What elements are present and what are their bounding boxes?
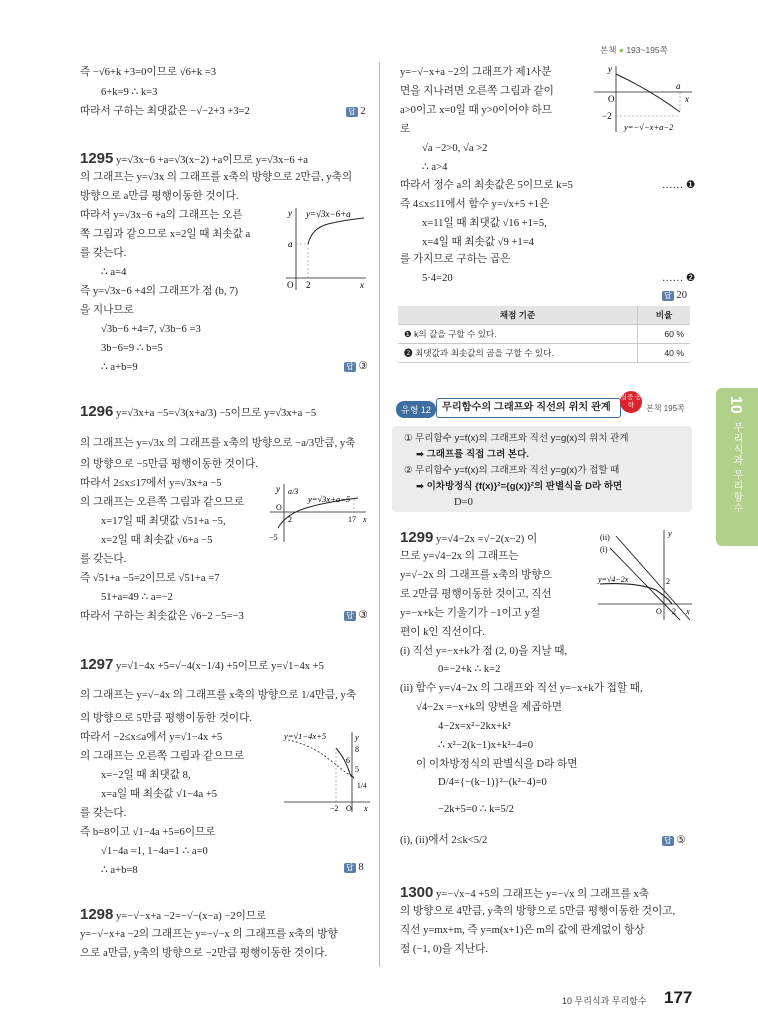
graph-1298-x-label: x — [685, 94, 689, 104]
type-title: 무리함수의 그래프와 직선의 위치 관계 — [436, 398, 621, 418]
problem-1299-line-5: y=−x+k는 기울기가 −1이고 y절 — [400, 608, 541, 619]
problem-1295-line-1: 1295 y=√3x−6 +a=√3(x−2) +a이므로 y=√3x−6 +a — [80, 150, 308, 167]
graph-1296 — [266, 484, 370, 544]
problem-1296-line-4: 따라서 2≤x≤17에서 y=√3x+a −5 — [80, 478, 222, 489]
problem-1299-line-11: 4−2x=x²−2kx+k² — [438, 721, 511, 732]
problem-1299-line-14: D/4={−(k−1)}²−(k²−4)=0 — [438, 777, 547, 788]
graph-1296-origin: O — [276, 503, 282, 512]
graph-1299-origin: O — [656, 607, 662, 616]
problem-1296-line-3: 의 방향으로 −5만큼 평행이동한 것이다. — [80, 459, 259, 470]
scoring-table-header — [398, 306, 690, 325]
problem-1297-line-11: ∴ a+b=8 — [101, 865, 138, 876]
graph-1295-x-label: x — [360, 280, 364, 290]
graph-1297-y-label: y — [355, 732, 359, 742]
problem-1295-line-6: 를 갖는다. — [80, 248, 127, 259]
problem-1295-line-10: √3b−6 +4=7, √3b−6 =3 — [101, 324, 201, 335]
problem-1295-line-9: 을 지나므로 — [80, 305, 134, 316]
problem-1297-line-8: 를 갖는다. — [80, 808, 127, 819]
cont-line-11: 를 가지므로 구하는 곱은 — [400, 254, 511, 265]
problem-1299-line-13: 이 이차방정식의 판별식을 D라 하면 — [416, 759, 578, 770]
problem-1297-line-1: 1297 y=√1−4x +5=√−4(x−1/4) +5이므로 y=√1−4x +5 — [80, 656, 324, 673]
graph-1295-y-label: y — [288, 208, 292, 218]
graph-1296-seventeen: 17 — [348, 515, 356, 524]
cont-answer: 답 20 — [664, 290, 687, 301]
problem-1296-answer: 답 ③ — [346, 610, 368, 621]
graph-1297 — [280, 730, 372, 814]
graph-1299-y-label: y — [668, 528, 672, 538]
graph-1299 — [596, 528, 694, 622]
problem-1296-line-1: 1296 y=√3x+a −5=√3(x+a/3) −5이므로 y=√3x+a −5 — [80, 403, 317, 420]
scoring-header-criteria: 채점 기준 — [398, 306, 638, 325]
problem-1299-line-2: 므로 y=√4−2x 의 그래프는 — [400, 551, 519, 562]
graph-1298 — [590, 62, 694, 134]
problem-1297-line-7: x=a일 때 최솟값 √1−4a +5 — [101, 789, 218, 800]
problem-1299-line-10: √4−2x =−x+k의 양변을 제곱하면 — [416, 702, 563, 713]
header-ref: 본책 — [600, 45, 617, 55]
graph-1297-quarter: 1/4 — [357, 781, 367, 790]
graph-1295-a-label: a — [288, 239, 293, 249]
problem-1296-line-9: 즉 √51+a −5=2이므로 √51+a =7 — [80, 573, 220, 584]
problem-1296-line-6: x=17일 때 최댓값 √51+a −5, — [101, 516, 226, 527]
scoring-ratio-2: 40 % — [638, 344, 691, 363]
graph-1295-curve-label: y=√3x−6+a — [306, 209, 351, 219]
graph-1299-i: (i) — [600, 545, 608, 554]
scoring-criteria-1: ❶ k의 값을 구할 수 있다. — [398, 325, 638, 344]
graph-1297-origin: O — [346, 804, 352, 813]
graph-1296-curve-label: y=√3x+a−5 — [308, 494, 351, 504]
problem-1297-line-5: 의 그래프는 오른쪽 그림과 같으므로 — [80, 751, 245, 762]
graph-1298-minus2: −2 — [602, 111, 612, 121]
type-bullet-2: ② 무리함수 y=f(x)의 그래프와 직선 y=g(x)가 접할 때 — [404, 465, 620, 476]
cont-line-2: 면을 지나려면 오른쪽 그림과 같이 — [400, 86, 554, 97]
cont-line-8: 즉 4≤x≤11에서 함수 y=√x+5 +1은 — [400, 199, 550, 210]
graph-1298-curve-label: y=−√−x+a−2 — [624, 122, 674, 132]
problem-1296-line-5: 의 그래프는 오른쪽 그림과 같으므로 — [80, 497, 245, 508]
intro-line-2: 6+k=9 ∴ k=3 — [101, 87, 158, 98]
problem-1296-line-7: x=2일 때 최솟값 √6+a −5 — [101, 535, 213, 546]
type-bullet-2b: D=0 — [454, 497, 473, 508]
cont-line-9: x=11일 때 최댓값 √16 +1=5, — [422, 218, 547, 229]
header-pages: 193~195쪽 — [626, 45, 668, 55]
problem-1299-line-6: 편이 k인 직선이다. — [400, 627, 485, 638]
problem-1300-line-1: 1300 y=−√x−4 +5의 그래프는 y=−√x 의 그래프를 x축 — [400, 884, 650, 901]
problem-1299-answer: 답 ⑤ — [664, 835, 686, 846]
problem-1295-line-11: 3b−6=9 ∴ b=5 — [101, 343, 163, 354]
scoring-criteria-2: ❷ 최댓값과 최솟값의 곱을 구할 수 있다. — [398, 344, 638, 363]
problem-1295-line-12: ∴ a+b=9 — [101, 362, 138, 373]
graph-1298-a-label: a — [676, 81, 681, 91]
column-divider — [379, 62, 380, 967]
footer-chapter: 10 무리식과 무리함수 — [562, 996, 647, 1006]
problem-number-1296: 1296 — [80, 403, 114, 420]
cont-line-4: 로 — [400, 124, 411, 135]
cont-line-12: 5·4=20 — [422, 273, 453, 284]
graph-1299-curve-label: y=√4−2x — [598, 575, 629, 584]
problem-1297-line-10: √1−4a =1, 1−4a=1 ∴ a=0 — [101, 846, 208, 857]
problem-1295-answer: 답 ③ — [346, 361, 368, 372]
cont-line-7: 따라서 정수 a의 최솟값은 5이므로 k=5 — [400, 180, 573, 191]
problem-1299-line-15: −2k+5=0 ∴ k=5/2 — [438, 804, 514, 815]
graph-1295 — [278, 204, 370, 294]
problem-1298-line-1: 1298 y=−√−x+a −2=−√−(x−a) −2이므로 — [80, 906, 267, 923]
type-bullet-2a: ➡ 이차방정식 {f(x)}²={g(x)}²의 판별식을 D라 하면 — [416, 481, 623, 492]
problem-1297-answer: 답 8 — [346, 862, 364, 873]
problem-number-1297: 1297 — [80, 656, 114, 673]
problem-number-1295: 1295 — [80, 150, 114, 167]
intro-answer: 답 2 — [348, 106, 366, 117]
cont-line-10: x=4일 때 최솟값 √9 +1=4 — [422, 237, 534, 248]
problem-1297-line-3: 의 방향으로 5만큼 평행이동한 것이다. — [80, 713, 253, 724]
problem-1297-line-9: 즉 b=8이고 √1−4a +5=6이므로 — [80, 827, 216, 838]
type-bullet-1a: ➡ 그래프를 직접 그려 본다. — [416, 449, 529, 460]
problem-1300-line-4: 점 (−1, 0)을 지난다. — [400, 944, 489, 955]
cont-marker-2: …… ❷ — [662, 273, 696, 284]
graph-1298-y-label: y — [608, 64, 612, 74]
graph-1297-six: 6 — [346, 756, 350, 765]
type-tag: 유형 12 — [396, 401, 436, 418]
graph-1297-x-label: x — [364, 803, 368, 813]
chapter-tab-title: 무리식과 무리함수 — [731, 422, 742, 514]
problem-1300-line-2: 의 방향으로 4만큼, y축의 방향으로 5만큼 평행이동한 것이고, — [400, 906, 676, 917]
problem-1300-line-3: 직선 y=mx+m, 즉 y=m(x+1)은 m의 값에 관계없이 항상 — [400, 925, 645, 936]
problem-1295-line-7: ∴ a=4 — [101, 267, 127, 278]
problem-number-1300: 1300 — [400, 884, 434, 901]
cont-line-1: y=−√−x+a −2의 그래프가 제1사분 — [400, 67, 552, 78]
focus-badge: 집중 공략 — [620, 391, 642, 413]
problem-1297-line-6: x=−2일 때 최댓값 8, — [101, 770, 191, 781]
problem-1295-line-5: 쪽 그림과 같으므로 x=2일 때 최솟값 a — [80, 229, 251, 240]
graph-1296-minus5: −5 — [269, 533, 278, 542]
problem-1298-line-2: y=−√−x+a −2의 그래프는 y=−√−x 의 그래프를 x축의 방향 — [80, 929, 338, 940]
problem-1299-line-1: 1299 y=√4−2x =√−2(x−2) 이 — [400, 529, 538, 546]
problem-1299-line-4: 로 2만큼 평행이동한 것이고, 직선 — [400, 589, 552, 600]
graph-1297-five: 5 — [355, 765, 359, 774]
problem-1296-line-2: 의 그래프는 y=√3x 의 그래프를 x축의 방향으로 −a/3만큼, y축 — [80, 438, 356, 449]
graph-1297-curve-label: y=√1−4x+5 — [284, 731, 327, 741]
problem-1299-line-7: (i) 직선 y=−x+k가 점 (2, 0)을 지날 때, — [400, 646, 568, 657]
problem-number-1298: 1298 — [80, 906, 114, 923]
problem-1299-line-9: (ii) 함수 y=√4−2x 의 그래프와 직선 y=−x+k가 접할 때, — [400, 683, 643, 694]
graph-1295-origin: O — [287, 280, 294, 290]
problem-1299-line-3: y=√−2x 의 그래프를 x축의 방향으 — [400, 570, 552, 581]
problem-1298-line-3: 으로 a만큼, y축의 방향으로 −2만큼 평행이동한 것이다. — [80, 948, 328, 959]
cont-line-6: ∴ a>4 — [422, 162, 448, 173]
scoring-ratio-1: 60 % — [638, 325, 691, 344]
problem-1297-line-4: 따라서 −2≤x≤a에서 y=√1−4x +5 — [80, 732, 223, 743]
intro-line-1: 즉 −√6+k +3=0이므로 √6+k =3 — [80, 67, 217, 78]
problem-1299-line-16: (i), (ii)에서 2≤k<5/2 — [400, 835, 488, 846]
page-header: 본책 ● 193~195쪽 — [600, 45, 668, 55]
page-number: 177 — [664, 988, 693, 1007]
graph-1295-two: 2 — [306, 280, 311, 290]
graph-1298-origin: O — [608, 94, 615, 104]
graph-1296-a3: a/3 — [288, 487, 299, 496]
problem-1295-line-4: 따라서 y=√3x−6 +a의 그래프는 오른 — [80, 210, 243, 221]
problem-1297-line-2: 의 그래프는 y=√−4x 의 그래프를 x축의 방향으로 1/4만큼, y축 — [80, 690, 357, 701]
cont-line-3: a>0이고 x=0일 때 y>0이어야 하므 — [400, 105, 552, 116]
type-bullet-1: ① 무리함수 y=f(x)의 그래프와 직선 y=g(x)의 위치 관계 — [404, 433, 629, 444]
graph-1296-x-label: x — [363, 515, 367, 524]
problem-1295-line-2: 의 그래프는 y=√3x 의 그래프를 x축의 방향으로 2만큼, y축의 — [80, 172, 353, 183]
scoring-row — [398, 325, 690, 344]
problem-number-1299: 1299 — [400, 529, 434, 546]
graph-1297-eight: 8 — [355, 745, 359, 754]
problem-1295-line-3: 방향으로 a만큼 평행이동한 것이다. — [80, 191, 239, 202]
graph-1296-two: 2 — [288, 515, 292, 524]
chapter-tab-number: 10 — [727, 396, 744, 414]
graph-1296-y-label: y — [276, 484, 280, 494]
graph-1297-minus2: −2 — [330, 804, 339, 813]
problem-1299-line-8: 0=−2+k ∴ k=2 — [438, 664, 501, 675]
problem-1299-line-12: ∴ x²−2(k−1)x+k²−4=0 — [438, 740, 534, 751]
problem-1295-line-8: 즉 y=√3x−6 +4의 그래프가 점 (b, 7) — [80, 286, 239, 297]
problem-1296-line-8: 를 갖는다. — [80, 554, 127, 565]
type-ref: 본책 195쪽 — [646, 404, 685, 413]
scoring-table — [398, 306, 690, 363]
problem-1296-line-10: 51+a=49 ∴ a=−2 — [101, 592, 173, 603]
graph-1299-x-two: 2 — [672, 607, 676, 616]
scoring-header-ratio: 비율 — [638, 306, 691, 325]
cont-marker-1: …… ❶ — [662, 180, 696, 191]
intro-line-3: 따라서 구하는 최댓값은 −√−2+3 +3=2 — [80, 106, 250, 117]
graph-1299-y-two: 2 — [666, 577, 670, 586]
scoring-row — [398, 344, 690, 363]
graph-1299-ii: (ii) — [600, 533, 610, 542]
cont-line-5: √a −2>0, √a >2 — [422, 143, 488, 154]
problem-1296-line-11: 따라서 구하는 최솟값은 √6−2 −5=−3 — [80, 611, 244, 622]
graph-1299-x-label: x — [686, 606, 690, 616]
